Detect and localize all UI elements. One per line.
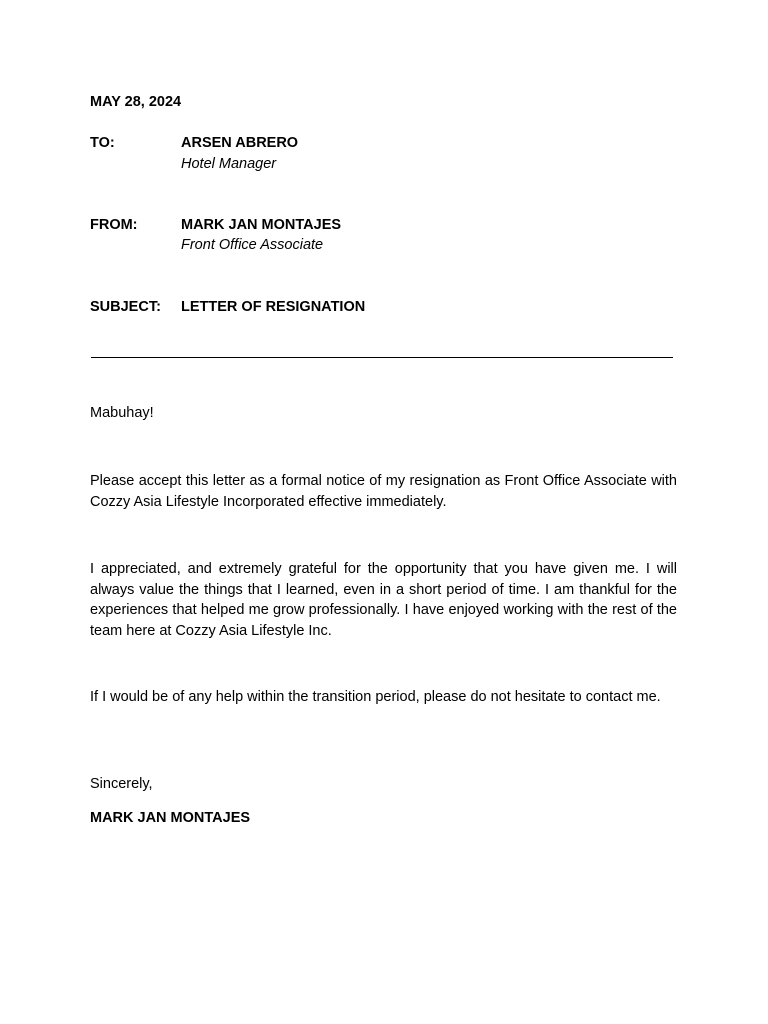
to-label: TO: (90, 135, 115, 151)
body-paragraph-1: Please accept this letter as a formal notice of my resignation as Front Office Associate with Cozzy Asia Lifestyle Incorporated effective immediately. (90, 473, 677, 510)
letter-date: MAY 28, 2024 (90, 94, 182, 110)
subject-text: LETTER OF RESIGNATION (181, 299, 366, 315)
from-label: FROM: (90, 217, 138, 233)
recipient-title: Hotel Manager (181, 156, 277, 172)
recipient-name: ARSEN ABRERO (181, 135, 299, 151)
signature-name: MARK JAN MONTAJES (90, 810, 251, 826)
body-paragraph-3: If I would be of any help within the transition period, please do not hesitate to contact me. (90, 689, 661, 705)
header-divider (91, 357, 673, 358)
greeting: Mabuhay! (90, 405, 154, 421)
body-paragraph-2: I appreciated, and extremely grateful for the opportunity that you have given me. I will always value the things that I learned, even in a short period of time. I am thankful for the experiences that helped me grow professionally. I have enjoyed working with the rest of the team here at Cozzy Asia Lifestyle Inc. (90, 561, 677, 639)
sender-title: Front Office Associate (181, 237, 324, 253)
closing: Sincerely, (90, 776, 153, 792)
subject-label: SUBJECT: (90, 299, 161, 315)
sender-name: MARK JAN MONTAJES (181, 217, 342, 233)
